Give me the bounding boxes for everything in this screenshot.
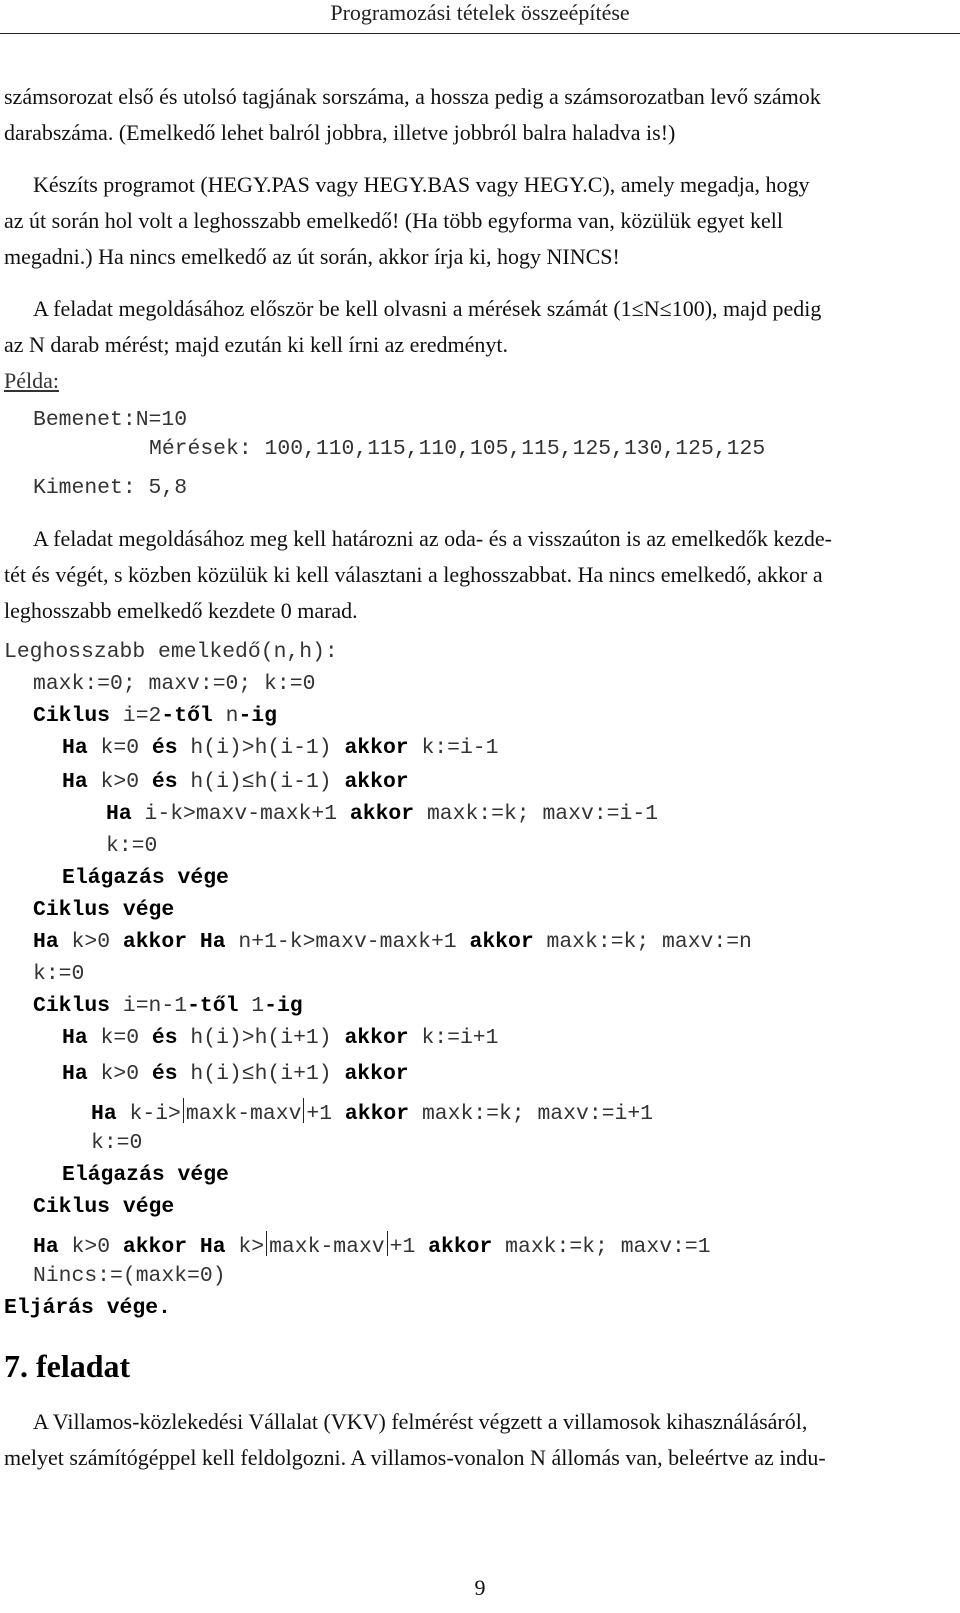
code-keyword: Ha — [62, 1026, 88, 1050]
code-keyword: -től — [187, 994, 239, 1018]
code-keyword: Eljárás vége. — [4, 1296, 171, 1320]
code-text: k>0 — [87, 770, 152, 794]
code-text: maxk:=k; maxv:=i-1 — [414, 802, 659, 826]
code-text: h(i) — [177, 770, 242, 794]
example-label: Példa: — [4, 368, 59, 393]
absolute-value-bar — [303, 1098, 304, 1123]
code-line: k:=0 — [91, 1131, 143, 1155]
example-input: Bemenet:N=10 — [33, 408, 188, 432]
paragraph-line: leghosszabb emelkedő kezdete 0 marad. — [4, 598, 358, 623]
code-keyword: akkor — [428, 1235, 493, 1259]
code-line — [33, 1231, 711, 1259]
page-number: 9 — [474, 1575, 486, 1600]
code-text: i=n-1 — [110, 994, 188, 1018]
absolute-value-bar — [387, 1231, 388, 1256]
code-keyword: és — [151, 736, 178, 760]
code-line: Leghosszabb emelkedő(n,h): — [4, 640, 338, 664]
code-text: n+1-k>maxv-maxk+1 — [225, 930, 470, 954]
code-text: +1 — [306, 1102, 345, 1126]
code-keyword: Elágazás vége — [62, 1163, 229, 1187]
code-line — [62, 1026, 498, 1050]
section-heading: 7. feladat — [4, 1348, 131, 1384]
code-keyword: és — [151, 770, 178, 794]
absolute-value-bar — [266, 1231, 267, 1256]
code-text: i-k>maxv-maxk+1 — [131, 802, 350, 826]
code-text: k:=i-1 — [408, 736, 499, 760]
code-keyword: akkor — [344, 736, 409, 760]
code-keyword: Ciklus vége — [33, 1195, 175, 1219]
paragraph-line: megadni.) Ha nincs emelkedő az út során, akkor írja ki, hogy NINCS! — [4, 244, 620, 269]
code-line — [33, 994, 303, 1018]
code-keyword: Ha — [106, 802, 132, 826]
code-text: k-i> — [116, 1102, 181, 1126]
code-text: k> — [225, 1235, 265, 1259]
code-line — [91, 1098, 653, 1126]
code-keyword: Ha — [187, 930, 226, 954]
code-text: h(i)>h(i+1) — [177, 1026, 345, 1050]
code-text: h(i)>h(i-1) — [177, 736, 345, 760]
paragraph-line: melyet számítógéppel kell feldolgozni. A villamos-vonalon N állomás van, beleértve az indu- — [4, 1445, 826, 1470]
code-line — [62, 866, 229, 890]
code-text: k>0 — [58, 1235, 123, 1259]
code-keyword: akkor — [344, 1026, 409, 1050]
code-keyword: Ciklus — [33, 994, 111, 1018]
code-keyword: Ha — [33, 1235, 59, 1259]
code-keyword: Ha — [91, 1102, 117, 1126]
paragraph-line: számsorozat első és utolsó tagjának sorszáma, a hossza pedig a számsorozatban levő számok — [4, 84, 821, 109]
code-keyword: Ciklus vége — [33, 898, 175, 922]
code-text: maxk:=k; maxv:=i+1 — [409, 1102, 654, 1126]
paragraph-text: A feladat megoldásához először be kell olvasni a mérések számát (1 — [33, 296, 632, 321]
code-keyword: Ha — [187, 1235, 226, 1259]
code-line: k:=0 — [106, 834, 158, 858]
code-line — [62, 1062, 409, 1086]
code-keyword: -ig — [238, 704, 277, 728]
code-text: maxk:=k; maxv:=1 — [492, 1235, 711, 1259]
code-keyword: és — [151, 1062, 178, 1086]
code-keyword: Ciklus — [33, 704, 111, 728]
code-keyword: akkor — [344, 1102, 410, 1126]
less-equal-symbol: ≤ — [241, 1062, 255, 1086]
code-text: h(i+1) — [254, 1062, 345, 1086]
code-text: maxk-maxv — [269, 1235, 385, 1259]
paragraph-line: A feladat megoldásához meg kell határozni az oda- és a visszaúton is az emelkedők kezde- — [33, 526, 833, 551]
code-line: k:=0 — [33, 962, 85, 986]
code-keyword: és — [151, 1026, 178, 1050]
code-line — [33, 898, 174, 922]
less-equal-symbol: ≤ — [631, 296, 644, 321]
code-text: k=0 — [87, 1026, 152, 1050]
paragraph-line — [33, 296, 821, 322]
code-keyword: akkor — [122, 1235, 188, 1259]
code-text: +1 — [389, 1235, 429, 1259]
code-line — [33, 704, 277, 728]
code-line — [106, 802, 658, 826]
code-text: h(i-1) — [254, 770, 345, 794]
code-line — [33, 930, 752, 954]
paragraph-line: A Villamos-közlekedési Vállalat (VKV) felmérést végzett a villamosok kihasználásáról, — [33, 1409, 808, 1434]
header-rule — [0, 33, 960, 34]
code-keyword: akkor — [469, 930, 534, 954]
code-text: h(i) — [177, 1062, 242, 1086]
example-measurements: Mérések: 100,110,115,110,105,115,125,130,125,125 — [149, 437, 766, 461]
paragraph-line: tét és végét, s közben közülük ki kell választani a leghosszabbat. Ha nincs emelkedő, akkor a — [4, 562, 823, 587]
code-text: k>0 — [58, 930, 123, 954]
code-line: maxk:=0; maxv:=0; k:=0 — [33, 672, 316, 696]
code-keyword: akkor — [349, 802, 415, 826]
paragraph-text: 100), majd pedig — [671, 296, 822, 321]
code-text: 1 — [238, 994, 265, 1018]
code-text: k:=i+1 — [408, 1026, 499, 1050]
code-keyword: Ha — [62, 1062, 88, 1086]
paragraph-line: darabszáma. (Emelkedő lehet balról jobbra, illetve jobbról balra haladva is!) — [4, 120, 676, 145]
paragraph-line: Készíts programot (HEGY.PAS vagy HEGY.BAS vagy HEGY.C), amely megadja, hogy — [33, 172, 810, 197]
code-keyword: akkor — [122, 930, 188, 954]
code-keyword: -től — [161, 704, 213, 728]
code-text: i=2 — [110, 704, 162, 728]
code-text: n — [212, 704, 239, 728]
code-keyword: -ig — [264, 994, 303, 1018]
absolute-value-bar — [183, 1098, 184, 1123]
code-keyword: Ha — [62, 736, 88, 760]
code-text: maxk:=k; maxv:=n — [533, 930, 752, 954]
example-output: Kimenet: 5,8 — [33, 476, 188, 500]
less-equal-symbol: ≤ — [241, 770, 255, 794]
code-text: k>0 — [87, 1062, 152, 1086]
code-line — [62, 770, 409, 794]
code-keyword: Elágazás vége — [62, 866, 229, 890]
code-line — [4, 1296, 171, 1320]
code-line — [62, 1163, 229, 1187]
code-line — [62, 736, 498, 760]
paragraph-line: az út során hol volt a leghosszabb emelkedő! (Ha több egyforma van, közülük egyet kell — [4, 208, 783, 233]
paragraph-text: N — [643, 296, 660, 321]
less-equal-symbol: ≤ — [659, 296, 672, 321]
code-line: Nincs:=(maxk=0) — [33, 1264, 226, 1288]
code-keyword: Ha — [33, 930, 59, 954]
code-keyword: akkor — [344, 770, 409, 794]
code-keyword: Ha — [62, 770, 88, 794]
code-line — [33, 1195, 174, 1219]
code-text: maxk-maxv — [185, 1102, 302, 1126]
paragraph-line: az N darab mérést; majd ezután ki kell írni az eredményt. — [4, 332, 508, 357]
page-header-title: Programozási tételek összeépítése — [330, 0, 630, 25]
code-keyword: akkor — [344, 1062, 409, 1086]
code-text: k=0 — [87, 736, 152, 760]
